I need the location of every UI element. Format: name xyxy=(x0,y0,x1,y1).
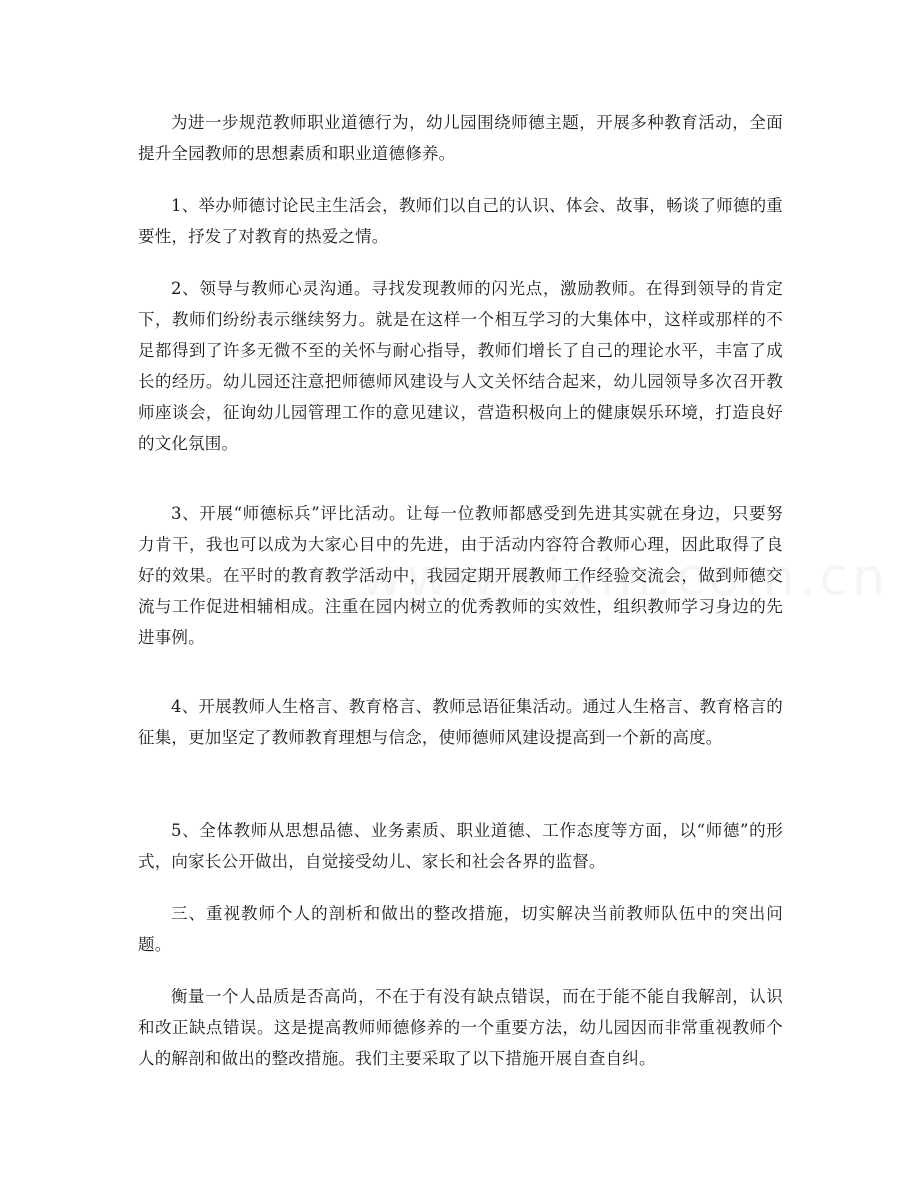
item-5-paragraph: 5、全体教师从思想品德、业务素质、职业道德、工作态度等方面，以“师德”的形式，向家长公开做出，自觉接受幼儿、家长和社会各界的监督。 xyxy=(138,821,783,871)
item-3-paragraph: 3、开展“师德标兵”评比活动。让每一位教师都感受到先进其实就在身边，只要努力肯干，我也可以成为大家心目中的先进，由于活动内容符合教师心理，因此取得了良好的效果。在平时的教育教学活动中，我园定期开展教师工作经验交流会，做到师德交流与工作促进相辅相成。注重在园内树立的优秀教师的实效性，组织教师学习身边的先进事例。 xyxy=(138,504,783,647)
item-2-paragraph: 2、领导与教师心灵沟通。寻找发现教师的闪光点，激励教师。在得到领导的肯定下，教师们纷纷表示继续努力。就是在这样一个相互学习的大集体中，这样或那样的不足都得到了许多无微不至的关怀与耐心指导，教师们增长了自己的理论水平，丰富了成长的经历。幼儿园还注意把师德师风建设与人文关怀结合起来，幼儿园领导多次召开教师座谈会，征询幼儿园管理工作的意见建议，营造积极向上的健康娱乐环境，打造良好的文化氛围。 xyxy=(138,279,783,453)
section-3-heading-paragraph: 三、重视教师个人的剖析和做出的整改措施，切实解决当前教师队伍中的突出问题。 xyxy=(138,904,783,954)
item-1-paragraph: 1、举办师德讨论民主生活会，教师们以自己的认识、体会、故事，畅谈了师德的重要性，抒发了对教育的热爱之情。 xyxy=(138,196,783,246)
intro-paragraph: 为进一步规范教师职业道德行为，幼儿园围绕师德主题，开展多种教育活动，全面提升全园教师的思想素质和职业道德修养。 xyxy=(138,113,783,163)
item-4-paragraph: 4、开展教师人生格言、教育格言、教师忌语征集活动。通过人生格言、教育格言的征集，更加坚定了教师教育理想与信念，使师德师风建设提高到一个新的高度。 xyxy=(138,697,783,747)
closing-paragraph: 衡量一个人品质是否高尚，不在于有没有缺点错误，而在于能不能自我解剖，认识和改正缺点错误。这是提高教师师德修养的一个重要方法，幼儿园因而非常重视教师个人的解剖和做出的整改措施。我们主要采取了以下措施开展自查自纠。 xyxy=(138,987,783,1068)
